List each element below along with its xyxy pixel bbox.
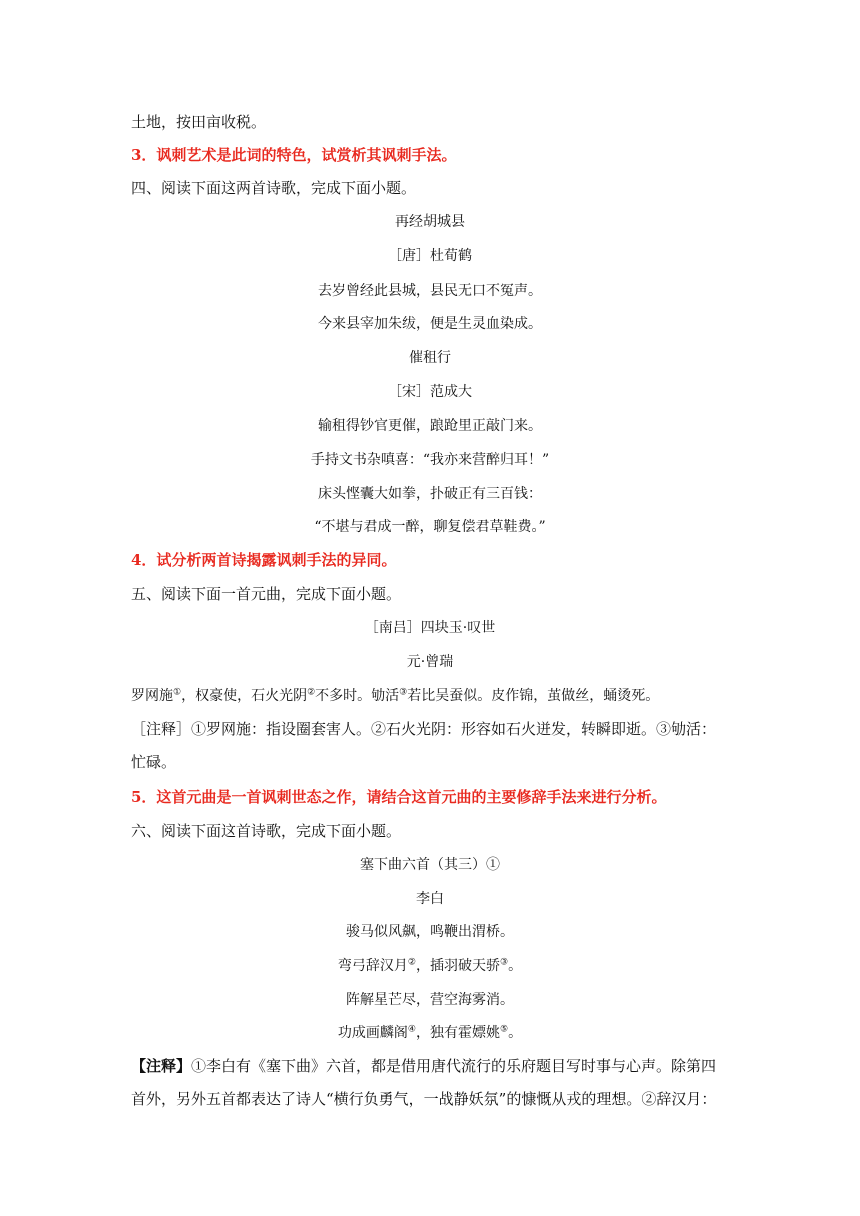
question-4: 4．试分析两首诗揭露讽刺手法的异同。: [131, 551, 397, 569]
poem-2-line: 床头悭囊大如拳，扑破正有三百钱：: [318, 486, 542, 502]
qu-text: [131, 686, 659, 706]
note-label: 【注释】: [131, 1057, 192, 1075]
section-4-instruction: 四、阅读下面这两首诗歌，完成下面小题。: [131, 179, 417, 197]
section-6-instruction: 六、阅读下面这首诗歌，完成下面小题。: [131, 822, 402, 840]
poem-3-title: 塞下曲六首（其三）①: [360, 857, 500, 873]
poem-2-line: 输租得钞官更催，踉跄里正敲门来。: [318, 418, 542, 434]
qu-title: ［南吕］四块玉·叹世: [364, 620, 496, 636]
poem-1-line: 去岁曾经此县城，县民无口不冤声。: [318, 283, 542, 299]
poem-1-title: 再经胡城县: [395, 214, 465, 230]
poem-3-line-part: 功成画麟阁: [337, 1025, 408, 1041]
poem-3-line: 阵解星芒尽，营空海雾消。: [346, 992, 514, 1008]
footnote-marker: ②: [407, 957, 416, 968]
footnote-marker: ①: [173, 687, 182, 698]
qu-note: ［注释］①罗网施：指设圈套害人。②石火光阴：形容如石火迸发，转瞬即逝。③劬活：忙碌。: [131, 720, 717, 771]
footnote-marker: ②: [307, 687, 316, 698]
qu-text-part: 若比吴蚕似。皮作锦，茧做丝，蛹烫死。: [407, 688, 660, 704]
question-5: 5．这首元曲是一首讽刺世态之作，请结合这首元曲的主要修辞手法来进行分析。: [131, 788, 667, 806]
poem-2-line: 手持文书杂嗔喜：“我亦来营醉归耳！”: [310, 452, 550, 468]
section-5-instruction: 五、阅读下面一首元曲，完成下面小题。: [131, 585, 402, 603]
poem-1-author: ［唐］杜荀鹤: [388, 248, 472, 264]
poem-3-line-part: 弯弓辞汉月: [337, 958, 408, 974]
poem-1-line: 今来县宰加朱绂，便是生灵血染成。: [318, 316, 542, 332]
poem-3-line: 骏马似风飙，鸣鞭出渭桥。: [346, 924, 514, 940]
footnote-marker: ③: [399, 687, 408, 698]
poem-3-author: 李白: [416, 891, 444, 907]
poem-3-line-part: ，独有霍嫖姚: [416, 1025, 500, 1041]
footnote-marker: ③: [500, 957, 509, 968]
poem-2-title: 催租行: [409, 350, 451, 366]
footnote-marker: ④: [407, 1024, 416, 1035]
qu-text-part: 不多时。劬活: [315, 688, 400, 704]
text-line: 土地，按田亩收税。: [131, 113, 267, 131]
poem-2-line: “不堪与君成一醉，聊复偿君草鞋费。”: [314, 519, 546, 535]
qu-text-part: ，权豪使，石火光阴: [181, 688, 308, 704]
poem-2-author: ［宋］范成大: [388, 384, 472, 400]
poem-3-line-part: 。: [508, 1025, 523, 1041]
qu-text-part: 罗网施: [131, 688, 173, 704]
question-3: 3．讽刺艺术是此词的特色，试赏析其讽刺手法。: [131, 146, 457, 164]
note-text: ①李白有《塞下曲》六首，都是借用唐代流行的乐府题目写时事与心声。除第四首外，另外五首都表达了诗人“横行负勇气，一战静妖氛”的慷慨从戎的理想。②辞汉月：: [131, 1057, 717, 1108]
footnote-marker: ⑤: [500, 1024, 509, 1035]
qu-author: 元·曾瑞: [406, 654, 454, 670]
poem-3-note: [131, 1050, 727, 1116]
poem-3-line: [0, 1023, 860, 1043]
poem-3-line-part: ，插羽破天骄: [416, 958, 500, 974]
poem-3-line: [0, 956, 860, 976]
poem-3-line-part: 。: [508, 958, 523, 974]
